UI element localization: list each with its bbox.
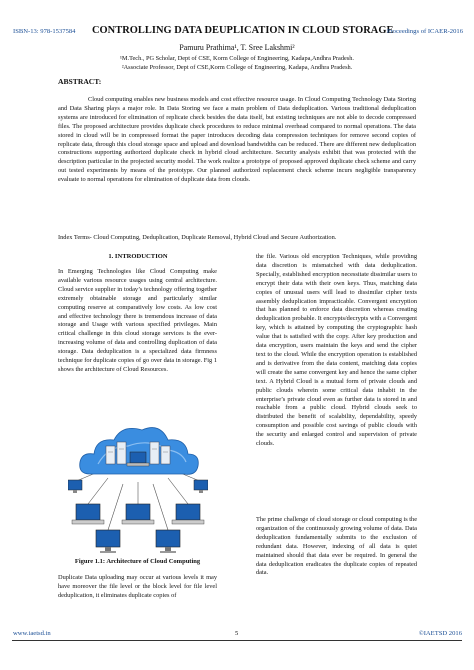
intro-paragraph-4: The prime challenge of cloud storage or cloud computing is the organization of the continuously growing volume of data. Data deduplication fundamentally submits to the exclusion of redundant data. However, indexing of all data is quiet maintained should that data ever be required. In general the data deduplication eradicates the duplicate copies of repeated data. [256, 516, 418, 577]
footer-copyright: ©IAETSD 2016 [418, 630, 462, 637]
page-header [0, 25, 474, 39]
page-number: 5 [235, 630, 239, 637]
laptop-icon [127, 452, 149, 466]
introduction-heading: 1. INTRODUCTION [108, 253, 168, 260]
abstract-heading: ABSTRACT: [58, 77, 102, 86]
intro-paragraph-2: Duplicate Data uploading may occur at various levels it may have moreover the file level or the block level for file level deduplication, it eliminates duplicate copies of [58, 574, 217, 599]
proceedings-text: Proceedings of ICAER-2016 [386, 28, 463, 35]
affiliation-2: ²Associate Professor, Dept of CSE,Korm College of Engineering, Kadapa, Andhra Pradesh. [121, 64, 353, 71]
cloud-architecture-figure [68, 412, 208, 560]
figure-caption: Figure 1.1: Architecture of Cloud Computing [74, 558, 201, 565]
intro-paragraph-1: In Emerging Technologies like Cloud Computing make available various resource usages using central architecture. Cloud service supplier in today’s technology offering together extremely obtainable storage and particularly similar computing reserve at comparatively low costs. As low cost and effective technology there is tremendous increase of data storage and Usage with various specified privileges. Main critical challenge in this cloud storage services is the ever-increasing volume of data and controlling duplication of data storage. Data deduplication is a specialized data firmness technique for duplicate copies of go over data in storage. Fig 1 shows the architecture of Cloud Resources. [58, 268, 217, 373]
authors: Pamuru Prathima¹, T. Sree Lakshmi² [179, 43, 295, 52]
intro-paragraph-3: the file. Various old encryption Techniques, while providing data discretion is mismatched with data deduplication. Specially, established encryption necessitate dissimilar users to encrypt their data with their own keys. Thus, matching data copies of unusual users will lead to dissimilar cipher texts assembly deduplication impracticable. Convergent encryption that has planned to enforce data discretion whereas creating deduplication probable. It encrypts/decrypts with a Convergent key, which is attained by computing the cryptographic hash value that is satisfied with the copy. After key production and data encryption, users maintain the keys and send the cipher text to the cloud. While the encryption operation is established and is derivative from the data content, matching data copies will create the same convergent key and hence the same cipher text. A Hybrid Cloud is a mutual form of private clouds and public clouds wherein some critical data inhabit in the enterprise’s private cloud even as further data is stored in and reachable from a public cloud. Hybrid clouds seek to distributed the benefit of scalability, dependability, speedy consumption and possible cost savings of public clouds with the security and enlarged control and supervision of private clouds. [256, 253, 417, 448]
footer-divider [12, 640, 462, 641]
isbn-text: ISBN-13: 978-1537584 [13, 28, 76, 35]
abstract-text: Cloud computing enables new business models and cost effective resource usage. In Cloud Computing Technology Data Storing and Data Sharing plays a major role. In Data Storing we face a main problem of Data deduplication. Various traditional deduplication systems are introduced for elimination of replicate check besides the data itself, but existing techniques are not able to decode compressed files. The proposed architecture provides duplicate check procedures to reduce minimal overhead compared to normal operations. The data stored in cloud will be in compressed format the paper introduces decoding data compression techniques for remove second copies of replicate data, through this cloud storage space and upload and download bandwidths can be reduced. There are different new deduplication constructions supporting authorized duplicate check in hybrid cloud architecture. Security analysis exhibit that was protected with the description particular in the projected security model. The work realize a prototype of proposed approved duplicate check scheme and carry out tested experiments by means of the prototype. Our planned authorized replacement check scheme incurs negligible transparency evaluate to normal operations for elimination of duplicate data from clouds. [58, 96, 416, 184]
affiliation-1: ¹M.Tech., PG Scholar, Dept of CSE, Korm College of Engineering, Kadapa,Andhra Pradesh. [120, 55, 354, 62]
index-terms: Index Terms- Cloud Computing, Deduplication, Duplicate Removal, Hybrid Cloud and Secure Authorization. [58, 234, 337, 241]
paper-title: CONTROLLING DATA DEUPLICATION IN CLOUD STORAGE [92, 25, 394, 36]
footer-website: www.iaetsd.in [13, 630, 51, 637]
cloud-icon [80, 428, 199, 475]
